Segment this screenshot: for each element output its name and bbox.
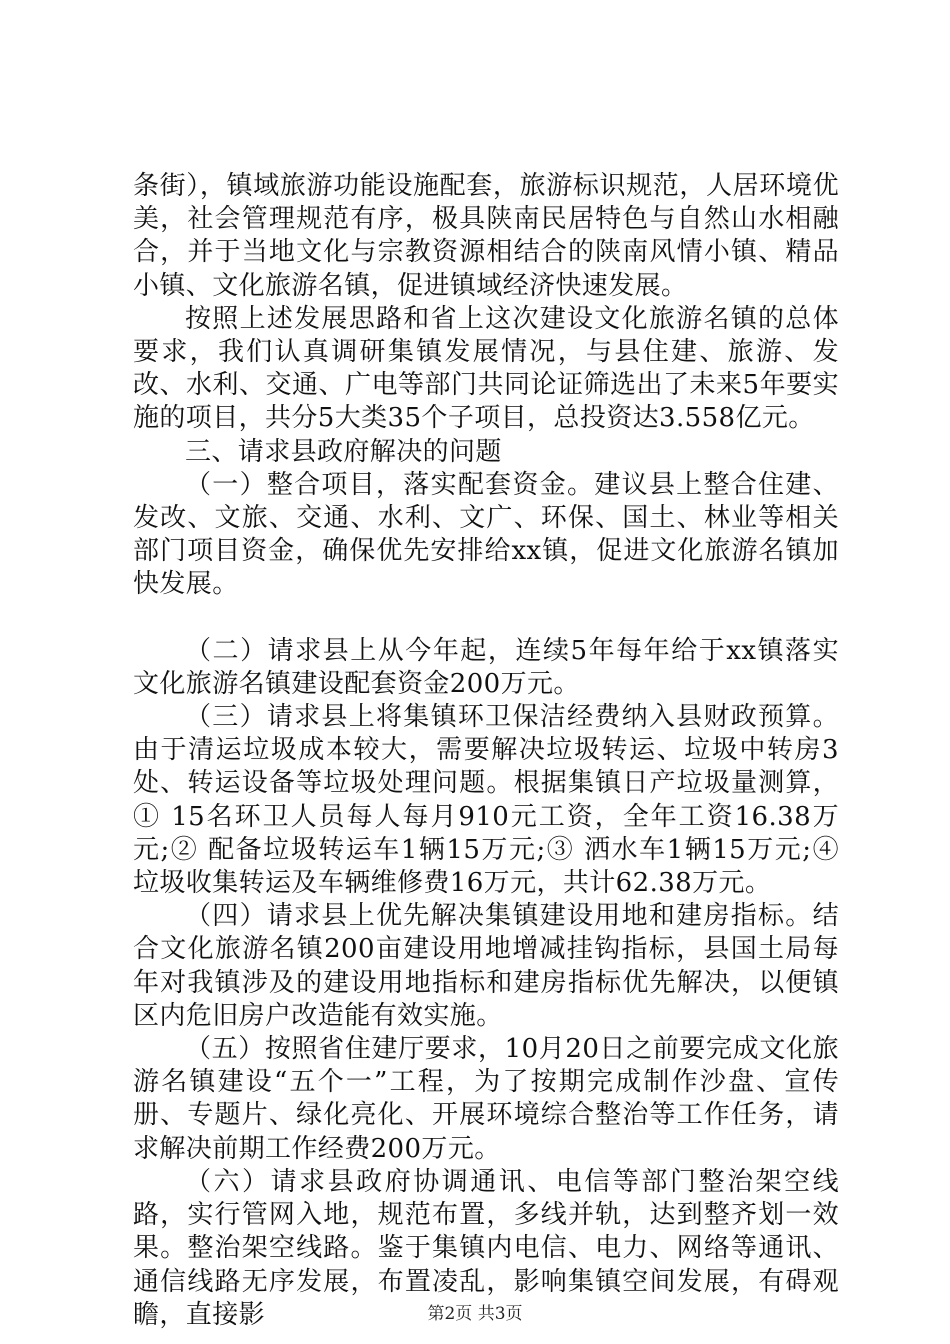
- document-body: [133, 170, 839, 1332]
- paragraph-item-1: （一）整合项目，落实配套资金。建议县上整合住建、发改、文旅、交通、水利、文广、环保、国土、林业等相关部门项目资金，确保优先安排给xx镇，促进文化旅游名镇加快发展。: [133, 469, 839, 600]
- paragraph-item-4: （四）请求县上优先解决集镇建设用地和建房指标。结合文化旅游名镇200亩建设用地增减挂钩指标，县国土局每年对我镇涉及的建设用地指标和建房指标优先解决，以便镇区内危旧房户改造能有效实施。: [133, 901, 839, 1031]
- section-heading: 三、请求县政府解决的问题: [185, 436, 502, 467]
- paragraph-continuation: 条街），镇域旅游功能设施配套，旅游标识规范，人居环境优美，社会管理规范有序，极具陕南民居特色与自然山水相融合，并于当地文化与宗教资源相结合的陕南风情小镇、精品小镇、文化旅游名镇，促进镇域经济快速发展。: [133, 171, 839, 301]
- paragraph-item-6: （六）请求县政府协调通讯、电信等部门整治架空线路，实行管网入地，规范布置，多线并轨，达到整齐划一效果。整治架空线路。鉴于集镇内电信、电力、网络等通讯、通信线路无序发展，布置凌乱，影响集镇空间发展，有碍观瞻，直接影: [133, 1166, 839, 1330]
- page-number-footer: 第2页 共3页: [427, 1304, 523, 1324]
- paragraph-gap: [133, 602, 839, 635]
- paragraph-item-5: （五）按照省住建厅要求，10月20日之前要完成文化旅游名镇建设“五个一”工程，为了按期完成制作沙盘、宣传册、专题片、绿化亮化、开展环境综合整治等工作任务，请求解决前期工作经费200万元。: [133, 1034, 839, 1164]
- paragraph-item-2: （二）请求县上从今年起，连续5年每年给于xx镇落实文化旅游名镇建设配套资金200万元。: [133, 635, 839, 699]
- paragraph-plan-summary: 按照上述发展思路和省上这次建设文化旅游名镇的总体要求，我们认真调研集镇发展情况，与县住建、旅游、发改、水利、交通、广电等部门共同论证筛选出了未来5年要实施的项目，共分5大类35个子项目，总投资达3.558亿元。: [133, 303, 839, 434]
- paragraph-item-3: （三）请求县上将集镇环卫保洁经费纳入县财政预算。由于清运垃圾成本较大，需要解决垃圾转运、垃圾中转房3处、转运设备等垃圾处理问题。根据集镇日产垃圾量测算，① 15名环卫人员每人每月910元工资，全年工资16.38万元;② 配备垃圾转运车1辆15万元;③ 洒水车1辆15万元;④ 垃圾收集转运及车辆维修费16万元，共计62.38万元。: [133, 702, 839, 899]
